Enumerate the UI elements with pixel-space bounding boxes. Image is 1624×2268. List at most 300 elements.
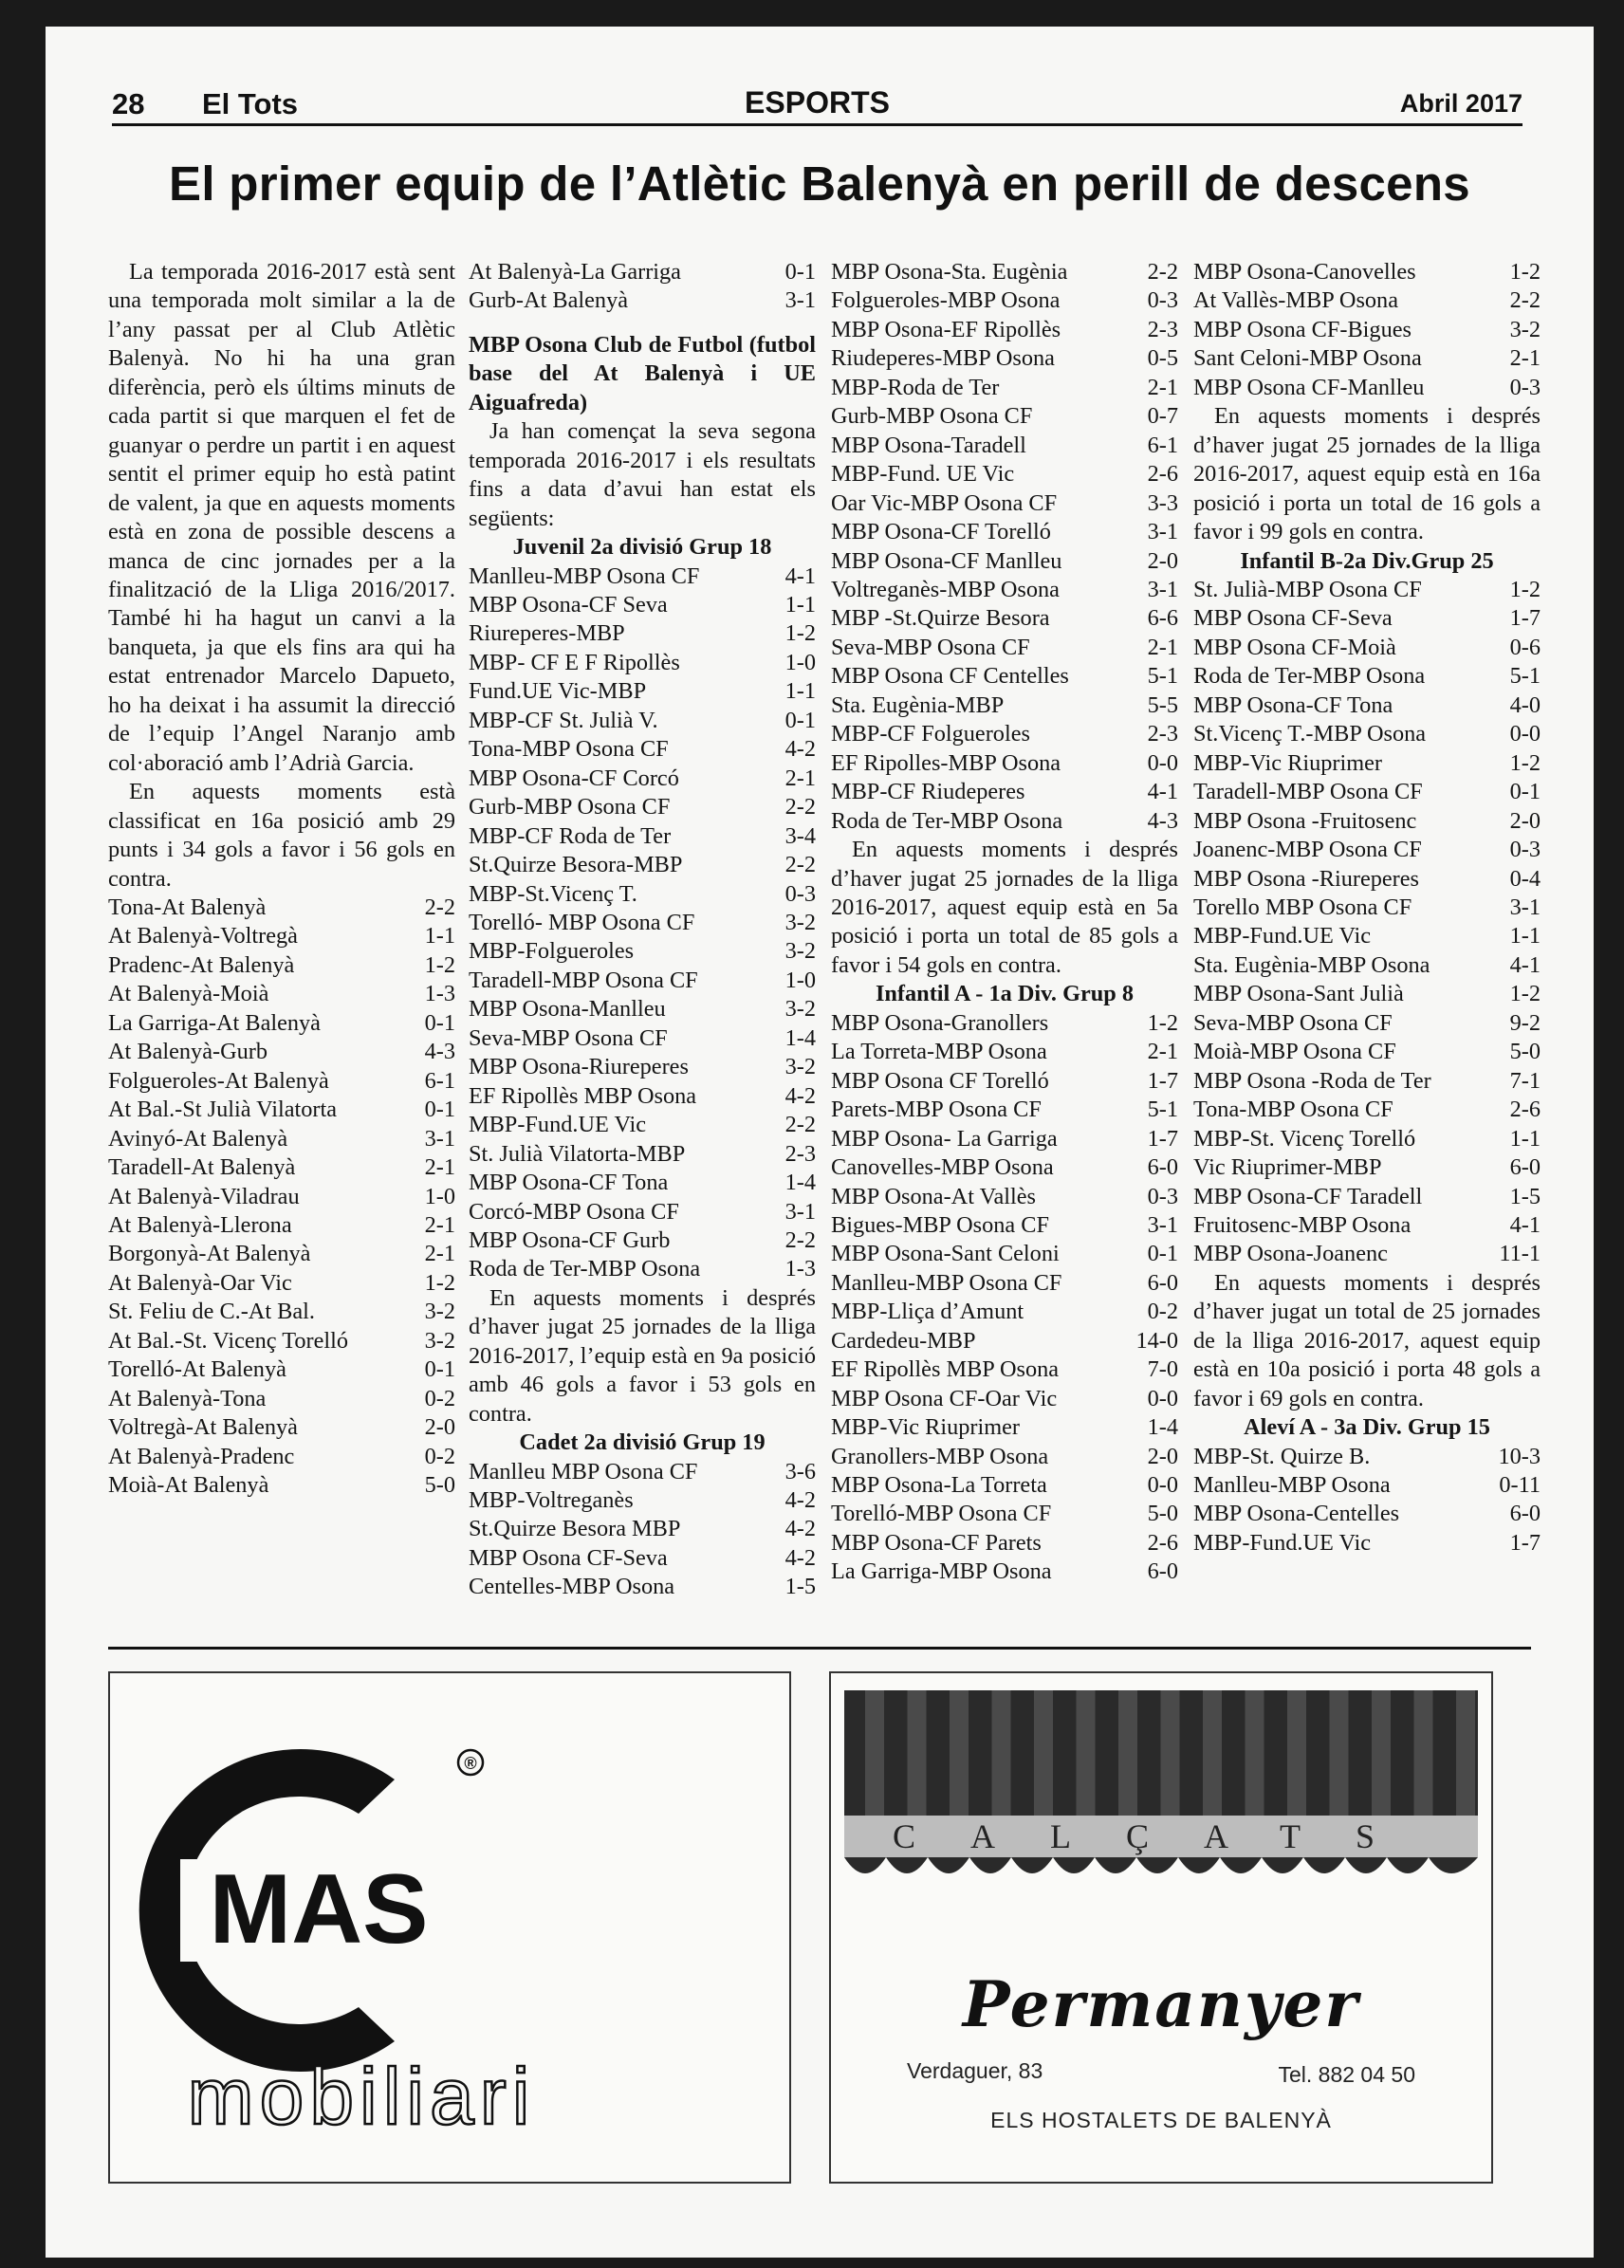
result-row <box>469 1255 816 1283</box>
result-teams: At Balenyà-Gurb <box>108 1039 268 1065</box>
result-score: 3-2 <box>424 1299 455 1325</box>
classification-paragraph: En aquests moments està classificat en 16a posició amb 29 punts i 34 gols a favor i 56 gols en contra. <box>108 779 455 892</box>
result-row <box>469 1111 816 1139</box>
result-teams: MBP Osona-Centelles <box>1193 1501 1400 1527</box>
result-teams: MBP-Folgueroles <box>469 938 635 965</box>
result-score: 0-1 <box>784 259 816 285</box>
result-teams: MBP Osona- La Garriga <box>831 1125 1058 1152</box>
result-score: 0-0 <box>1147 749 1178 776</box>
result-row <box>831 286 1178 315</box>
result-score: 1-7 <box>1509 605 1541 632</box>
result-score: 5-1 <box>1147 1097 1178 1123</box>
result-score: 0-7 <box>1147 403 1178 430</box>
result-row <box>1193 865 1541 894</box>
result-row <box>469 562 816 591</box>
infantil-b-summary: En aquests moments i després d’haver jugat un total de 25 jornades de la lliga 2016-2017, aquest equip està en 10a posició i porta 48 gols a favor i 69 gols en contra. <box>1193 1269 1541 1411</box>
results-list-juvenil <box>469 562 816 1284</box>
result-teams: Pradenc-At Balenyà <box>108 951 295 978</box>
result-score: 1-5 <box>1509 1183 1541 1209</box>
result-teams: MBP Osona -Fruitosenc <box>1193 807 1417 834</box>
result-score: 0-2 <box>424 1385 455 1411</box>
result-score: 6-0 <box>1509 1154 1541 1181</box>
result-score: 11-1 <box>1499 1241 1541 1267</box>
result-row <box>831 1240 1178 1268</box>
infantil-a-heading: Infantil A - 1a Div. Grup 8 <box>875 981 1135 1007</box>
result-score: 5-0 <box>424 1472 455 1499</box>
result-row <box>108 951 455 980</box>
result-teams: MBP-CF St. Julià V. <box>469 707 658 733</box>
result-score: 2-2 <box>784 1112 816 1138</box>
result-score: 2-1 <box>424 1241 455 1267</box>
result-teams: Parets-MBP Osona CF <box>831 1097 1042 1123</box>
result-teams: Granollers-MBP Osona <box>831 1443 1049 1469</box>
result-teams: Gurb-MBP Osona CF <box>469 794 671 821</box>
result-score: 1-7 <box>1147 1125 1178 1152</box>
result-score: 4-3 <box>424 1039 455 1065</box>
result-row <box>1193 894 1541 922</box>
result-score: 0-1 <box>424 1009 455 1036</box>
result-row <box>1193 1443 1541 1471</box>
result-row <box>108 894 455 922</box>
juvenil-heading: Juvenil 2a divisió Grup 18 <box>512 534 772 561</box>
result-score: 3-1 <box>424 1125 455 1152</box>
result-teams: MBP Osona CF Torelló <box>831 1067 1049 1094</box>
result-teams: La Garriga-At Balenyà <box>108 1009 321 1036</box>
result-teams: MBP Osona CF-Seva <box>1193 605 1393 632</box>
result-score: 2-3 <box>1147 721 1178 747</box>
result-teams: At Balenyà-Voltregà <box>108 923 298 950</box>
section-name: ESPORTS <box>745 85 890 120</box>
result-teams: Oar Vic-MBP Osona CF <box>831 489 1058 516</box>
result-score: 1-7 <box>1509 1529 1541 1556</box>
ad-mas-mobiliari <box>108 1671 791 2184</box>
result-score: 0-0 <box>1147 1472 1178 1499</box>
result-row <box>108 1471 455 1500</box>
result-score: 7-0 <box>1147 1356 1178 1383</box>
result-score: 5-1 <box>1147 663 1178 690</box>
result-teams: Roda de Ter-MBP Osona <box>1193 663 1426 690</box>
shop-address: Verdaguer, 83 <box>907 2058 1043 2083</box>
result-teams: MBP-St.Vicenç T. <box>469 880 637 907</box>
result-score: 0-11 <box>1499 1472 1541 1499</box>
result-teams: MBP Osona-Canovelles <box>1193 259 1416 285</box>
result-score: 2-1 <box>424 1211 455 1238</box>
column-4 <box>1193 258 1541 1558</box>
result-score: 1-0 <box>784 649 816 675</box>
result-teams: Manlleu-MBP Osona <box>1193 1472 1391 1499</box>
result-teams: Roda de Ter-MBP Osona <box>469 1256 701 1282</box>
column-1 <box>108 258 455 1500</box>
result-teams: La Garriga-MBP Osona <box>831 1558 1052 1585</box>
result-row <box>831 662 1178 691</box>
result-row <box>469 1082 816 1111</box>
awning-graphic <box>831 1673 1491 1958</box>
result-teams: Joanenc-MBP Osona CF <box>1193 837 1422 863</box>
result-row <box>831 1471 1178 1500</box>
result-score: 1-3 <box>784 1256 816 1282</box>
result-row <box>108 1211 455 1240</box>
result-score: 1-1 <box>1509 923 1541 950</box>
result-row <box>1193 286 1541 315</box>
result-teams: MBP Osona -Riureperes <box>1193 865 1419 892</box>
result-score: 3-1 <box>1509 894 1541 920</box>
result-row <box>469 995 816 1023</box>
result-score: 1-1 <box>784 678 816 705</box>
result-score: 7-1 <box>1509 1067 1541 1094</box>
result-row <box>831 344 1178 373</box>
result-score: 2-2 <box>424 894 455 920</box>
result-row <box>831 374 1178 402</box>
result-score: 0-5 <box>1147 345 1178 372</box>
result-row <box>469 1053 816 1081</box>
result-teams: MBP Osona CF-Oar Vic <box>831 1385 1058 1411</box>
result-teams: Vic Riuprimer-MBP <box>1193 1154 1382 1181</box>
result-row <box>108 1153 455 1182</box>
result-row <box>831 518 1178 546</box>
result-teams: MBP Osona-CF Seva <box>469 591 668 618</box>
magazine-name: El Tots <box>202 87 299 120</box>
result-row <box>469 677 816 706</box>
result-teams: St.Vicenç T.-MBP Osona <box>1193 721 1427 747</box>
result-teams: Taradell-MBP Osona CF <box>469 967 698 993</box>
result-score: 0-1 <box>784 707 816 733</box>
result-teams: Taradell-At Balenyà <box>108 1154 296 1181</box>
result-row <box>831 1183 1178 1211</box>
result-row <box>831 634 1178 662</box>
juvenil-summary: En aquests moments i després d’haver jugat 25 jornades de la lliga 2016-2017, l’equip està en 9a posició amb 46 gols a favor i 53 gols en contra. <box>469 1284 816 1427</box>
result-row <box>831 1009 1178 1038</box>
result-teams: MBP Osona CF-Seva <box>469 1544 668 1571</box>
result-row <box>831 720 1178 748</box>
result-row <box>1193 836 1541 864</box>
result-row <box>1193 634 1541 662</box>
result-score: 2-6 <box>1509 1097 1541 1123</box>
result-row <box>831 1355 1178 1384</box>
result-row <box>831 1298 1178 1326</box>
result-score: 1-4 <box>784 1170 816 1196</box>
result-teams: MBP-Vic Riuprimer <box>831 1414 1020 1441</box>
result-score: 3-1 <box>1147 519 1178 545</box>
result-score: 3-4 <box>784 822 816 849</box>
result-teams: EF Ripollès MBP Osona <box>831 1356 1060 1383</box>
result-teams: MBP -St.Quirze Besora <box>831 605 1050 632</box>
result-teams: MBP Osona-CF Manlleu <box>831 547 1062 574</box>
page-number: 28 <box>112 87 145 120</box>
result-score: 3-1 <box>784 1198 816 1225</box>
result-score: 0-1 <box>424 1356 455 1383</box>
result-teams: Riudeperes-MBP Osona <box>831 345 1055 372</box>
result-row <box>108 980 455 1008</box>
result-row <box>831 432 1178 460</box>
result-score: 3-1 <box>1147 576 1178 602</box>
result-row <box>831 1443 1178 1471</box>
result-teams: Moià-At Balenyà <box>108 1472 269 1499</box>
result-score: 3-6 <box>784 1458 816 1484</box>
result-row <box>1193 778 1541 806</box>
result-row <box>108 1327 455 1355</box>
result-row <box>831 258 1178 286</box>
infantil-a-summary: En aquests moments i després d’haver jugat 25 jornades de la lliga 2016-2017, aquest equip està en 16a posició i porta un total de 16 gols a favor i 99 gols en contra. <box>1193 403 1541 545</box>
result-teams: MBP Osona-CF Corcó <box>469 765 679 791</box>
result-score: 2-1 <box>424 1154 455 1181</box>
result-row <box>1193 1153 1541 1182</box>
result-row <box>1193 374 1541 402</box>
club-heading: MBP Osona Club de Futbol (futbol base del At Balenyà i UE Aiguafreda) <box>469 331 816 415</box>
result-score: 0-3 <box>1509 374 1541 400</box>
result-teams: MBP-CF Riudeperes <box>831 779 1025 805</box>
result-score: 4-1 <box>784 562 816 589</box>
result-teams: Moià-MBP Osona CF <box>1193 1039 1396 1065</box>
result-score: 2-6 <box>1147 461 1178 488</box>
result-score: 1-1 <box>424 923 455 950</box>
result-row <box>469 735 816 764</box>
result-row <box>831 402 1178 431</box>
result-score: 2-2 <box>1509 287 1541 314</box>
result-teams: Voltreganès-MBP Osona <box>831 576 1060 602</box>
result-teams: MBP Osona-CF Gurb <box>469 1226 671 1253</box>
result-teams: MBP Osona CF-Moià <box>1193 634 1396 660</box>
result-row <box>469 909 816 937</box>
result-row <box>108 1269 455 1298</box>
result-score: 2-1 <box>1509 345 1541 372</box>
result-row <box>108 922 455 950</box>
result-teams: St. Feliu de C.-At Bal. <box>108 1299 315 1325</box>
result-score: 0-3 <box>1147 1183 1178 1209</box>
result-teams: Sant Celoni-MBP Osona <box>1193 345 1422 372</box>
result-teams: MBP-St. Quirze B. <box>1193 1443 1371 1469</box>
result-teams: At Balenyà-Oar Vic <box>108 1269 292 1296</box>
result-score: 0-4 <box>1509 865 1541 892</box>
result-teams: At Vallès-MBP Osona <box>1193 287 1398 314</box>
result-score: 5-0 <box>1509 1039 1541 1065</box>
result-score: 6-1 <box>1147 432 1178 458</box>
result-row <box>1193 1529 1541 1558</box>
result-teams: MBP Osona-Sant Julià <box>1193 981 1404 1007</box>
result-score: 4-1 <box>1509 1211 1541 1238</box>
result-row <box>469 1573 816 1601</box>
result-score: 1-2 <box>1509 576 1541 602</box>
result-row <box>1193 1067 1541 1096</box>
result-teams: MBP-St. Vicenç Torelló <box>1193 1125 1416 1152</box>
result-teams: Avinyó-At Balenyà <box>108 1125 288 1152</box>
result-score: 4-2 <box>784 1487 816 1514</box>
result-row <box>1193 1183 1541 1211</box>
results-list-cadet <box>469 1458 816 1602</box>
result-teams: EF Ripollès MBP Osona <box>469 1082 697 1109</box>
result-row <box>469 286 816 315</box>
result-score: 5-1 <box>1509 663 1541 690</box>
result-teams: St. Julià-MBP Osona CF <box>1193 576 1422 602</box>
result-score: 1-2 <box>1509 749 1541 776</box>
shop-town: ELS HOSTALETS DE BALENYÀ <box>990 2108 1332 2132</box>
result-score: 2-0 <box>1147 1443 1178 1469</box>
result-row <box>108 1125 455 1153</box>
result-row <box>469 937 816 966</box>
result-score: 9-2 <box>1509 1009 1541 1036</box>
result-row <box>469 258 816 286</box>
result-teams: At Balenyà-Llerona <box>108 1211 292 1238</box>
results-list-infantil-b <box>1193 576 1541 1269</box>
result-row <box>469 707 816 735</box>
result-score: 3-2 <box>784 1054 816 1080</box>
result-score: 6-0 <box>1147 1154 1178 1181</box>
result-teams: MBP Osona-La Torreta <box>831 1472 1047 1499</box>
result-teams: MBP Osona CF-Manlleu <box>1193 374 1425 400</box>
result-score: 3-1 <box>1147 1211 1178 1238</box>
result-teams: Manlleu MBP Osona CF <box>469 1458 698 1484</box>
result-row <box>469 619 816 648</box>
cadet-heading: Cadet 2a divisió Grup 19 <box>519 1429 766 1456</box>
result-row <box>469 851 816 879</box>
result-teams: MBP Osona-Sant Celoni <box>831 1241 1060 1267</box>
result-score: 1-5 <box>784 1574 816 1600</box>
result-score: 10-3 <box>1498 1443 1541 1469</box>
result-teams: Sta. Eugènia-MBP Osona <box>1193 951 1430 978</box>
ad-calcats-permanyer <box>829 1671 1493 2184</box>
result-row <box>1193 951 1541 980</box>
result-row <box>1193 720 1541 748</box>
result-score: 4-2 <box>784 736 816 763</box>
result-row <box>469 1515 816 1543</box>
result-teams: MBP Osona-Joanenc <box>1193 1241 1388 1267</box>
result-teams: MBP Osona-Granollers <box>831 1009 1049 1036</box>
result-row <box>108 1298 455 1326</box>
result-score: 0-0 <box>1509 721 1541 747</box>
result-teams: MBP Osona-EF Ripollès <box>831 316 1061 342</box>
mas-subtitle: mobiliari <box>187 2052 536 2141</box>
result-score: 4-1 <box>1147 779 1178 805</box>
results-list-alevi <box>1193 1443 1541 1558</box>
result-teams: MBP-Roda de Ter <box>831 374 1000 400</box>
result-score: 0-2 <box>1147 1299 1178 1325</box>
result-row <box>108 1413 455 1442</box>
result-teams: At Bal.-St Julià Vilatorta <box>108 1097 338 1123</box>
result-score: 6-0 <box>1147 1269 1178 1296</box>
result-row <box>469 765 816 793</box>
result-teams: Gurb-At Balenyà <box>469 287 629 314</box>
result-teams: Gurb-MBP Osona CF <box>831 403 1033 430</box>
result-score: 1-2 <box>784 620 816 647</box>
result-score: 2-3 <box>784 1140 816 1167</box>
result-row <box>469 591 816 619</box>
result-teams: Cardedeu-MBP <box>831 1327 976 1354</box>
result-row <box>1193 662 1541 691</box>
result-score: 1-2 <box>1509 259 1541 285</box>
result-teams: MBP Osona-At Vallès <box>831 1183 1036 1209</box>
infantil-b-heading: Infantil B-2a Div.Grup 25 <box>1240 547 1494 574</box>
result-score: 0-1 <box>1509 779 1541 805</box>
result-score: 2-1 <box>1147 1039 1178 1065</box>
result-teams: Torelló- MBP Osona CF <box>469 909 695 935</box>
result-teams: EF Ripolles-MBP Osona <box>831 749 1061 776</box>
result-row <box>108 1038 455 1066</box>
result-teams: MBP Osona-CF Tona <box>469 1170 669 1196</box>
result-row <box>831 547 1178 576</box>
result-score: 2-1 <box>784 765 816 791</box>
result-teams: At Balenyà-La Garriga <box>469 259 681 285</box>
result-teams: Fruitosenc-MBP Osona <box>1193 1211 1412 1238</box>
result-row <box>1193 691 1541 720</box>
result-teams: At Balenyà-Moià <box>108 981 269 1007</box>
result-row <box>831 1558 1178 1586</box>
result-score: 1-1 <box>784 591 816 618</box>
result-teams: At Bal.-St. Vicenç Torelló <box>108 1327 349 1354</box>
result-row <box>831 489 1178 518</box>
result-row <box>1193 604 1541 633</box>
brand-name: Permanyer <box>962 1967 1360 2041</box>
result-score: 2-6 <box>1147 1529 1178 1556</box>
result-row <box>108 1240 455 1268</box>
result-score: 6-0 <box>1509 1501 1541 1527</box>
result-score: 1-2 <box>1509 981 1541 1007</box>
column-2 <box>469 258 816 1602</box>
result-row <box>831 1413 1178 1442</box>
result-teams: St.Quirze Besora-MBP <box>469 852 683 878</box>
result-row <box>1193 316 1541 344</box>
result-row <box>831 1067 1178 1096</box>
result-teams: Manlleu-MBP Osona CF <box>469 562 700 589</box>
result-score: 2-1 <box>1147 634 1178 660</box>
results-list-infantil-a <box>831 1009 1178 1587</box>
result-teams: Folgueroles-MBP Osona <box>831 287 1061 314</box>
result-score: 0-2 <box>424 1443 455 1469</box>
result-teams: MBP-Vic Riuprimer <box>1193 749 1382 776</box>
result-teams: Torelló-MBP Osona CF <box>831 1501 1052 1527</box>
result-score: 5-0 <box>1147 1501 1178 1527</box>
result-row <box>469 1544 816 1573</box>
result-teams: Torelló-At Balenyà <box>108 1356 286 1383</box>
result-teams: MBP Osona-Manlleu <box>469 996 666 1023</box>
result-score: 2-2 <box>1147 259 1178 285</box>
result-teams: Seva-MBP Osona CF <box>831 634 1030 660</box>
result-row <box>1193 1500 1541 1528</box>
result-teams: MBP- CF E F Ripollès <box>469 649 680 675</box>
result-score: 4-2 <box>784 1544 816 1571</box>
result-row <box>1193 1096 1541 1124</box>
result-score: 2-0 <box>1509 807 1541 834</box>
result-row <box>469 1198 816 1226</box>
result-score: 6-6 <box>1147 605 1178 632</box>
result-teams: MBP Osona -Roda de Ter <box>1193 1067 1431 1094</box>
result-teams: MBP-CF Folgueroles <box>831 721 1030 747</box>
results-list-first-team-end <box>469 258 816 316</box>
result-score: 1-2 <box>424 1269 455 1296</box>
result-teams: Roda de Ter-MBP Osona <box>831 807 1063 834</box>
result-row <box>831 576 1178 604</box>
result-row <box>108 1443 455 1471</box>
result-score: 3-2 <box>784 938 816 965</box>
result-teams: MBP-Lliça d’Amunt <box>831 1299 1024 1325</box>
result-row <box>1193 749 1541 778</box>
results-list-cadet-cont <box>831 258 1178 836</box>
result-score: 4-1 <box>1509 951 1541 978</box>
result-teams: MBP-Voltreganès <box>469 1487 634 1514</box>
result-teams: Tona-At Balenyà <box>108 894 267 920</box>
result-row <box>108 1355 455 1384</box>
result-score: 0-0 <box>1147 1385 1178 1411</box>
result-score: 0-3 <box>1509 837 1541 863</box>
result-teams: MBP-Fund. UE Vic <box>831 461 1015 488</box>
result-score: 3-3 <box>1147 489 1178 516</box>
newspaper-page <box>46 27 1594 2258</box>
result-score: 1-0 <box>424 1183 455 1209</box>
intro-paragraph: La temporada 2016-2017 està sent una temporada molt similar a la de l’any passat per al Club Atlètic Balenyà. No hi ha una gran diferència, però els últims minuts de cada partit si que marquen el fet de guanyar o perdre un partit i en aquest sentit el primer equip ho està patint de valent, ja que en aquests moments està en zona de possible descens a manca de cinc jornades per a la finalització de la Lliga 2016/2017. També hi ha hagut un canvi a la banqueta, ja que els fins ara qui ha estat entrenador Marcelo Dapueto, ho ha deixat i ha assumit la direcció de l’equip l’Angel Naranjo amb col·aboració amb l’Adrià Garcia. <box>108 259 455 776</box>
result-row <box>108 1009 455 1038</box>
results-list-first-team <box>108 894 455 1501</box>
result-row <box>469 1486 816 1515</box>
result-score: 4-2 <box>784 1516 816 1542</box>
result-teams: Corcó-MBP Osona CF <box>469 1198 679 1225</box>
